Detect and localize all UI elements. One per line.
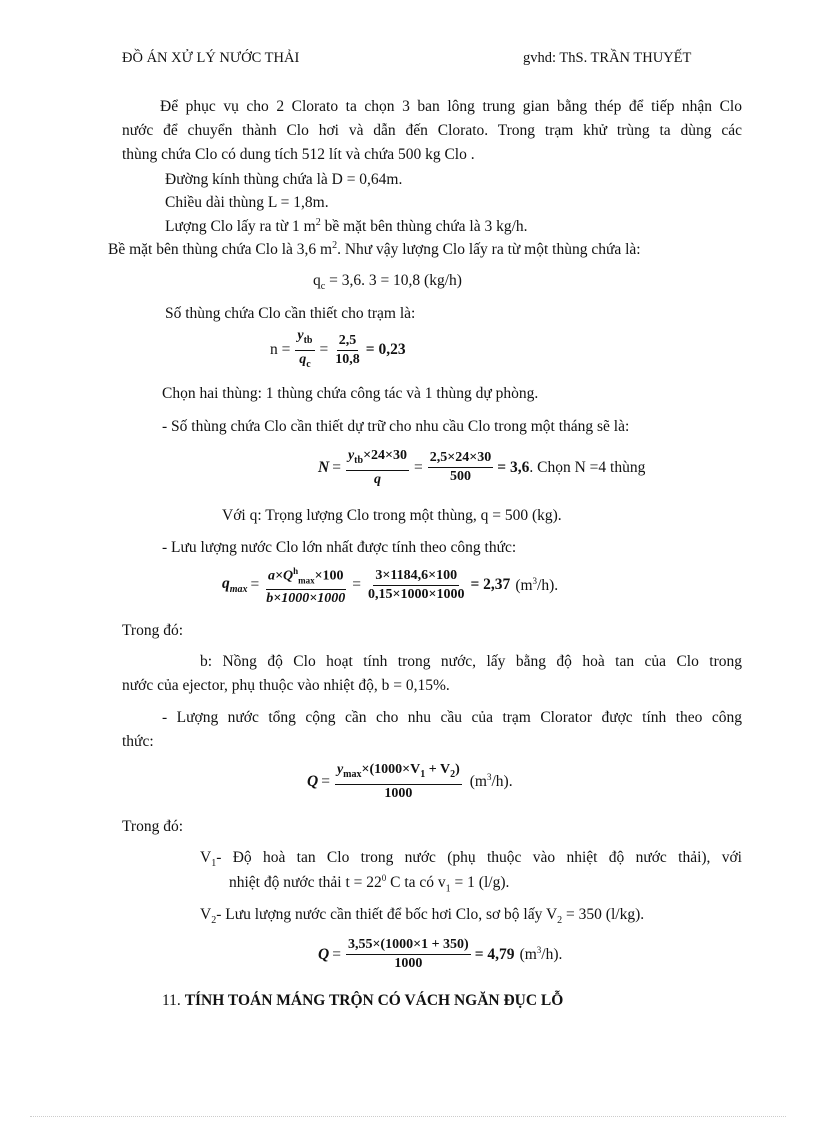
v1-line2: nhiệt độ nước thải $t = 22^0$ C ta có $v_1 = 1$ (l/g).	[229, 873, 510, 895]
b-def-line1: b: Nồng độ Clo hoạt tính trong nước, lấy bằng độ hoà tan của Clo trong	[200, 653, 742, 670]
equation-Q: Q = $\frac{y_{max}\times(1000\times V_1 + V_2)}{1000}$ $(m^3/h)$.	[307, 762, 513, 801]
choose-line: Chọn hai thùng: 1 thùng chứa công tác và 1 thùng dự phòng.	[162, 385, 539, 402]
header-left: ĐỒ ÁN XỬ LÝ NƯỚC THẢI	[122, 50, 300, 66]
where-label-1: Trong đó:	[122, 622, 184, 639]
rate-line: Lượng Clo lấy ra từ 1 $m^2$ bề mặt bên thùng chứa là 3 kg/h.	[165, 217, 528, 236]
month-line: - Số thùng chứa Clo cần thiết dự trữ cho nhu cầu Clo trong một tháng sẽ là:	[162, 418, 630, 435]
where-label-2: Trong đó:	[122, 818, 184, 835]
diameter-line: Đường kính thùng chứa là D = 0,64m.	[165, 171, 403, 188]
b-def-line2: nước của ejector, phụ thuộc vào nhiệt độ, b = 0,15%.	[122, 677, 450, 694]
equation-Q-value: Q = $\frac{3,55\times(1000\times 1 + 350)}{1000}$ = 4,79 $(m^3/h)$.	[318, 937, 563, 971]
para1-line2: nước để chuyển thành Clo hơi và dẫn đến Clorato. Trong trạm khử trùng ta dùng các	[122, 122, 742, 139]
flow-line: - Lưu lượng nước Clo lớn nhất được tính theo công thức:	[162, 539, 517, 556]
v2-line: $V_2-$ Lưu lượng nước cần thiết để bốc hơi Clo, sơ bộ lấy $V_2 = 350$ (l/kg).	[200, 906, 645, 927]
para1-line1: Để phục vụ cho 2 Clorato ta chọn 3 ban lông trung gian bằng thép để tiếp nhận Clo	[160, 98, 742, 115]
para1-line3: thùng chứa Clo có dung tích 512 lít và chứa 500 kg Clo .	[122, 146, 475, 163]
page-footer-divider	[30, 1116, 786, 1117]
header-right: gvhd: ThS. TRẦN THUYẾT	[523, 50, 692, 66]
with-q-line: Với q: Trọng lượng Clo trong một thùng, q = 500 (kg).	[222, 507, 562, 524]
v1-line1: $V_1-$ Độ hoà tan Clo trong nước (phụ thuộc vào nhiệt độ nước thải), với	[200, 849, 742, 870]
equation-n: n = $\frac{y_{tb}}{q_c}$ = $\frac{2,5}{10,8}$ = 0,23	[270, 328, 406, 370]
total-line2: thức:	[122, 733, 154, 750]
equation-qmax: $q_{max}$ = $\frac{a\times Q^h_{max}\times 100}{b\times 1000\times 1000}$ = $\frac{3\times 1184,6\times 100}{0,15\times 1000\times 1000}$ = 2,37 $(m^3/h)$.	[222, 563, 558, 607]
equation-N: N = $\frac{y_{tb}\times 24\times 30}{q}$ = $\frac{2,5\times 24\times 30}{500}$ = 3,6 . Chọn N =4 thùng	[318, 448, 646, 487]
section-heading: 11. TÍNH TOÁN MÁNG TRỘN CÓ VÁCH NGĂN ĐỤC LỖ	[162, 992, 564, 1009]
equation-qc: $q_c = 3,6$. 3 = 10,8 (kg/h)	[313, 272, 462, 293]
surface-line: Bề mặt bên thùng chứa Clo là 3,6 $m^2$. Như vậy lượng Clo lấy ra từ một thùng chứa là:	[108, 240, 641, 259]
count-line: Số thùng chứa Clo cần thiết cho trạm là:	[165, 305, 416, 322]
length-line: Chiều dài thùng L = 1,8m.	[165, 194, 329, 211]
total-line1: - Lượng nước tổng cộng cần cho nhu cầu của trạm Clorator được tính theo công	[162, 709, 742, 726]
